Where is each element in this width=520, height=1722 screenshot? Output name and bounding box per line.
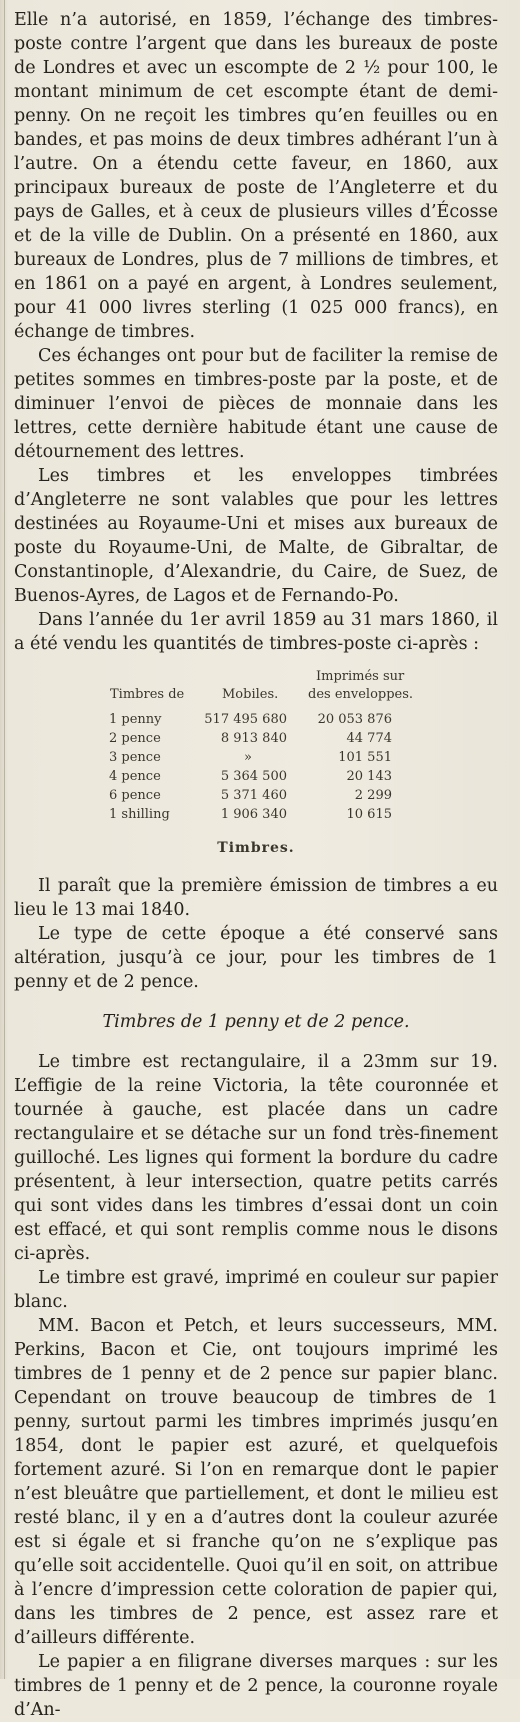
table-row (14, 788, 498, 807)
table-header-denomination: Timbres de (110, 687, 185, 702)
row-envelopes: 2 299 (354, 788, 392, 803)
table-row (14, 769, 498, 788)
table-header-envelopes-line1: Imprimés sur (316, 669, 405, 684)
table-row (14, 731, 498, 750)
table-row (14, 712, 498, 731)
row-envelopes: 20 143 (346, 769, 392, 784)
row-envelopes: 10 615 (346, 807, 392, 822)
paragraph-type-preserved: Le type de cette époque a été conservé sans altération, jusqu’à ce jour, pour les timbres de 1 penny et de 2 pence. (14, 924, 498, 992)
row-denomination: 2 pence (109, 731, 161, 746)
paragraph-printing: Le timbre est gravé, imprimé en couleur sur papier blanc. (14, 1268, 498, 1312)
paragraph-sales-intro: Dans l’année du 1er avril 1859 au 31 mars 1860, il a été vendu les quantités de timbres-poste ci-après : (14, 610, 498, 654)
row-denomination: 1 shilling (109, 807, 170, 822)
paragraph-first-issue: Il paraît que la première émission de timbres a eu lieu le 13 mai 1840. (14, 876, 498, 920)
row-denomination: 3 pence (109, 750, 161, 765)
subheading: Timbres de 1 penny et de 2 pence. (102, 1012, 410, 1032)
paragraph-exchange-rules: Elle n’a autorisé, en 1859, l’échange des timbres-poste contre l’argent que dans les bureaux de poste de Londres et avec un escompte de 2 ½ pour 100, le montant minimum de cet escompte étant de demi-penny. On ne reçoit les timbres qu’en feuilles ou en bandes, et pas moins de deux timbres adhérant l’un à l’autre. On a étendu cette faveur, en 1860, aux principaux bureaux de poste de l’Angleterre et du pays de Galles, et à ceux de plusieurs villes d’Écosse et de la ville de Dublin. On a présenté en 1860, aux bureaux de Londres, plus de 7 millions de timbres, et en 1861 on a payé en argent, à Londres seulement, pour 41 000 livres sterling (1 025 000 francs), en échange de timbres. (14, 10, 498, 342)
paragraph-exchange-purpose: Ces échanges ont pour but de faciliter la remise de petites sommes en timbres-poste par la poste, et de diminuer l’envoi de pièces de monnaie dans les lettres, cette dernière habitude étant une cause de détournement des lettres. (14, 346, 498, 462)
paragraph-watermark: Le papier a en filigrane diverses marques : sur les timbres de 1 penny et de 2 pence, la couronne royale d’An- (14, 1652, 498, 1720)
row-mobiles: 517 495 680 (204, 712, 287, 727)
row-denomination: 6 pence (109, 788, 161, 803)
paragraph-validity: Les timbres et les enveloppes timbrées d’Angleterre ne sont valables que pour les lettres destinées au Royaume-Uni et mises aux bureaux de poste du Royaume-Uni, de Malte, de Gibraltar, de Constantinople, d’Alexandrie, du Caire, de Suez, de Buenos-Ayres, de Lagos et de Fernando-Po. (14, 466, 498, 606)
table-header-envelopes-line2: des enveloppes. (308, 687, 414, 702)
row-denomination: 1 penny (109, 712, 162, 727)
sales-table (14, 666, 498, 826)
row-envelopes: 44 774 (346, 731, 392, 746)
row-mobiles: 1 906 340 (220, 807, 287, 822)
table-row (14, 807, 498, 826)
row-denomination: 4 pence (109, 769, 161, 784)
row-envelopes: 101 551 (338, 750, 392, 765)
table-row (14, 750, 498, 769)
row-mobiles: 5 364 500 (220, 769, 287, 784)
row-envelopes: 20 053 876 (317, 712, 392, 727)
paragraph-stamp-description: Le timbre est rectangulaire, il a 23mm sur 19. L’effigie de la reine Victoria, la tête couronnée et tournée à gauche, est placée dans un cadre rectangulaire et se détache sur un fond très-finement guilloché. Les lignes qui forment la bordure du cadre présentent, à leur intersection, quatre petits carrés qui sont vides dans les timbres d’essai dont un coin est effacé, et qui sont remplis comme nous le disons ci-après. (14, 1052, 498, 1264)
table-header-mobiles: Mobiles. (222, 687, 279, 702)
row-mobiles: » (244, 750, 252, 765)
row-mobiles: 8 913 840 (220, 731, 287, 746)
paragraph-paper-color: MM. Bacon et Petch, et leurs successeurs, MM. Perkins, Bacon et Cie, ont toujours imprimé les timbres de 1 penny et de 2 pence sur papier blanc. Cependant on trouve beaucoup de timbres de 1 penny, surtout parmi les timbres imprimés jusqu’en 1854, dont le papier est azuré, et quelquefois fortement azuré. Si l’on en remarque dont le papier n’est bleuâtre que partiellement, et dont le milieu est resté blanc, il y en a d’autres dont la couleur azurée est si égale et si franche qu’on ne s’explique pas qu’elle soit accidentelle. Quoi qu’il en soit, on attribue à l’encre d’impression cette coloration de papier qui, dans les timbres de 2 pence, est assez rare et d’ailleurs différente. (14, 1316, 498, 1648)
row-mobiles: 5 371 460 (220, 788, 287, 803)
section-title: Timbres. (217, 840, 295, 856)
